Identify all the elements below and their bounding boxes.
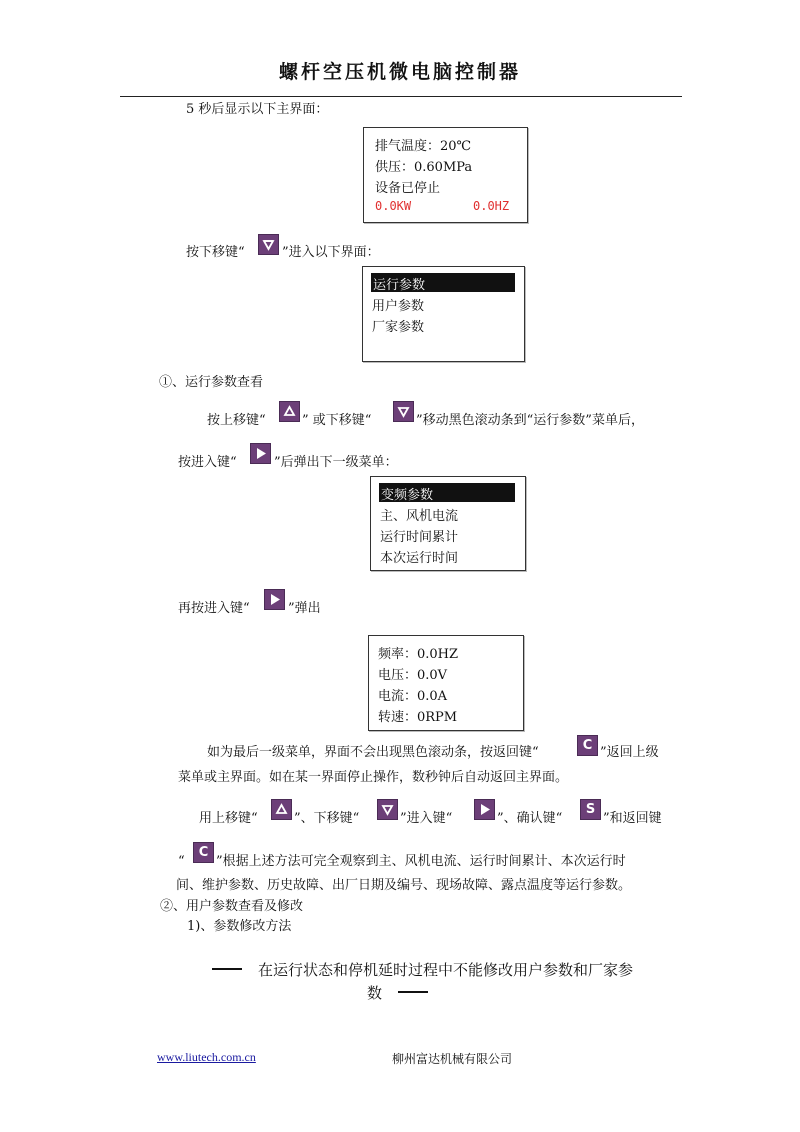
intro-text: 5 秒后显示以下主界面： (186, 102, 329, 117)
speed-line: 转速：0RPM (378, 710, 458, 725)
updown-text-a: 按上移键“ (207, 413, 266, 428)
run-params-menu-screen (370, 476, 526, 571)
confirm-key-icon (580, 799, 601, 820)
vfd-params-screen (368, 635, 524, 731)
menu-item-user-params: 用户参数 (372, 299, 425, 314)
down-key-icon (258, 234, 279, 255)
up-key-icon (279, 401, 300, 422)
press-down-text-b: ”进入以下界面： (282, 245, 380, 260)
enter2-text-b: ”弹出 (288, 601, 321, 616)
footer-website-link[interactable]: www.liutech.com.cn (157, 1050, 256, 1064)
enter2-text-a: 再按进入键“ (178, 601, 250, 616)
return-key-glyph: C (198, 845, 209, 860)
para2-text-c: ”进入键“ (400, 811, 453, 826)
updown-text-b: ” 或下移键“ (302, 413, 372, 428)
para2-text-h: 间、维护参数、历史故障、出厂日期及编号、现场故障、露点温度等运行参数。 (176, 878, 632, 893)
menu-highlight-bar (371, 273, 515, 292)
enter-text-a: 按进入键“ (178, 455, 237, 470)
notice-line1: 在运行状态和停机延时过程中不能修改用户参数和厂家参 (258, 961, 634, 979)
return-key-icon (577, 735, 598, 756)
footer-company-name: 柳州富达机械有限公司 (392, 1052, 513, 1066)
power-readout: 0.0KW (375, 199, 412, 213)
device-status-line: 设备已停止 (375, 181, 441, 196)
return-key-glyph: C (582, 738, 593, 753)
menu-item-current-runtime: 本次运行时间 (380, 551, 459, 566)
menu-item-run-params: 运行参数 (373, 278, 426, 293)
menu-item-factory-params: 厂家参数 (372, 320, 425, 335)
document-header-title: 螺杆空压机微电脑控制器 (278, 61, 521, 83)
header-divider (120, 96, 682, 97)
notice-dash-left (212, 968, 242, 970)
voltage-line: 电压：0.0V (378, 668, 448, 683)
menu-highlight-bar (379, 483, 515, 502)
enter-key-icon (250, 443, 271, 464)
para2-text-a: 用上移键“ (199, 811, 258, 826)
para1-text-b: ”返回上级 (600, 745, 659, 760)
return-key-icon (193, 842, 214, 863)
section1-title: ①、运行参数查看 (159, 375, 264, 390)
enter-text-b: ”后弹出下一级菜单： (274, 455, 398, 470)
menu-item-motor-current: 主、风机电流 (380, 509, 459, 524)
para2-text-b: ”、下移键“ (294, 811, 360, 826)
exhaust-temp-line: 排气温度：20℃ (375, 139, 472, 154)
para2-text-d: ”、确认键“ (497, 811, 563, 826)
para1-text-a: 如为最后一级菜单，界面不会出现黑色滚动条，按返回键“ (207, 745, 539, 760)
para2-text-g: ”根据上述方法可完全观察到主、风机电流、运行时间累计、本次运行时 (216, 854, 626, 869)
frequency-readout: 0.0HZ (473, 199, 510, 213)
down-key-icon (377, 799, 398, 820)
supply-pressure-line: 供压：0.60MPa (375, 160, 473, 175)
para2-text-e: ”和返回键 (603, 811, 662, 826)
para2-text-f: “ (178, 854, 185, 869)
enter-key-icon (474, 799, 495, 820)
menu-item-total-runtime: 运行时间累计 (380, 530, 459, 545)
up-key-icon (271, 799, 292, 820)
para1-text-c: 菜单或主界面。如在某一界面停止操作，数秒钟后自动返回主界面。 (178, 770, 569, 785)
current-line: 电流：0.0A (378, 689, 448, 704)
enter-key-icon (264, 589, 285, 610)
notice-dash-right (398, 991, 428, 993)
main-menu-screen (362, 266, 525, 362)
updown-text-c: ”移动黑色滚动条到“运行参数”菜单后， (416, 413, 644, 428)
main-screen-display (363, 127, 528, 223)
section2-subtitle: 1)、参数修改方法 (187, 919, 292, 934)
press-down-text-a: 按下移键“ (186, 245, 245, 260)
notice-line2: 数 (367, 984, 383, 1002)
down-key-icon (393, 401, 414, 422)
section2-title: ②、用户参数查看及修改 (160, 899, 304, 914)
menu-item-vfd-params: 变频参数 (381, 488, 434, 503)
frequency-line: 频率：0.0HZ (378, 647, 459, 662)
confirm-key-glyph: S (585, 802, 596, 817)
